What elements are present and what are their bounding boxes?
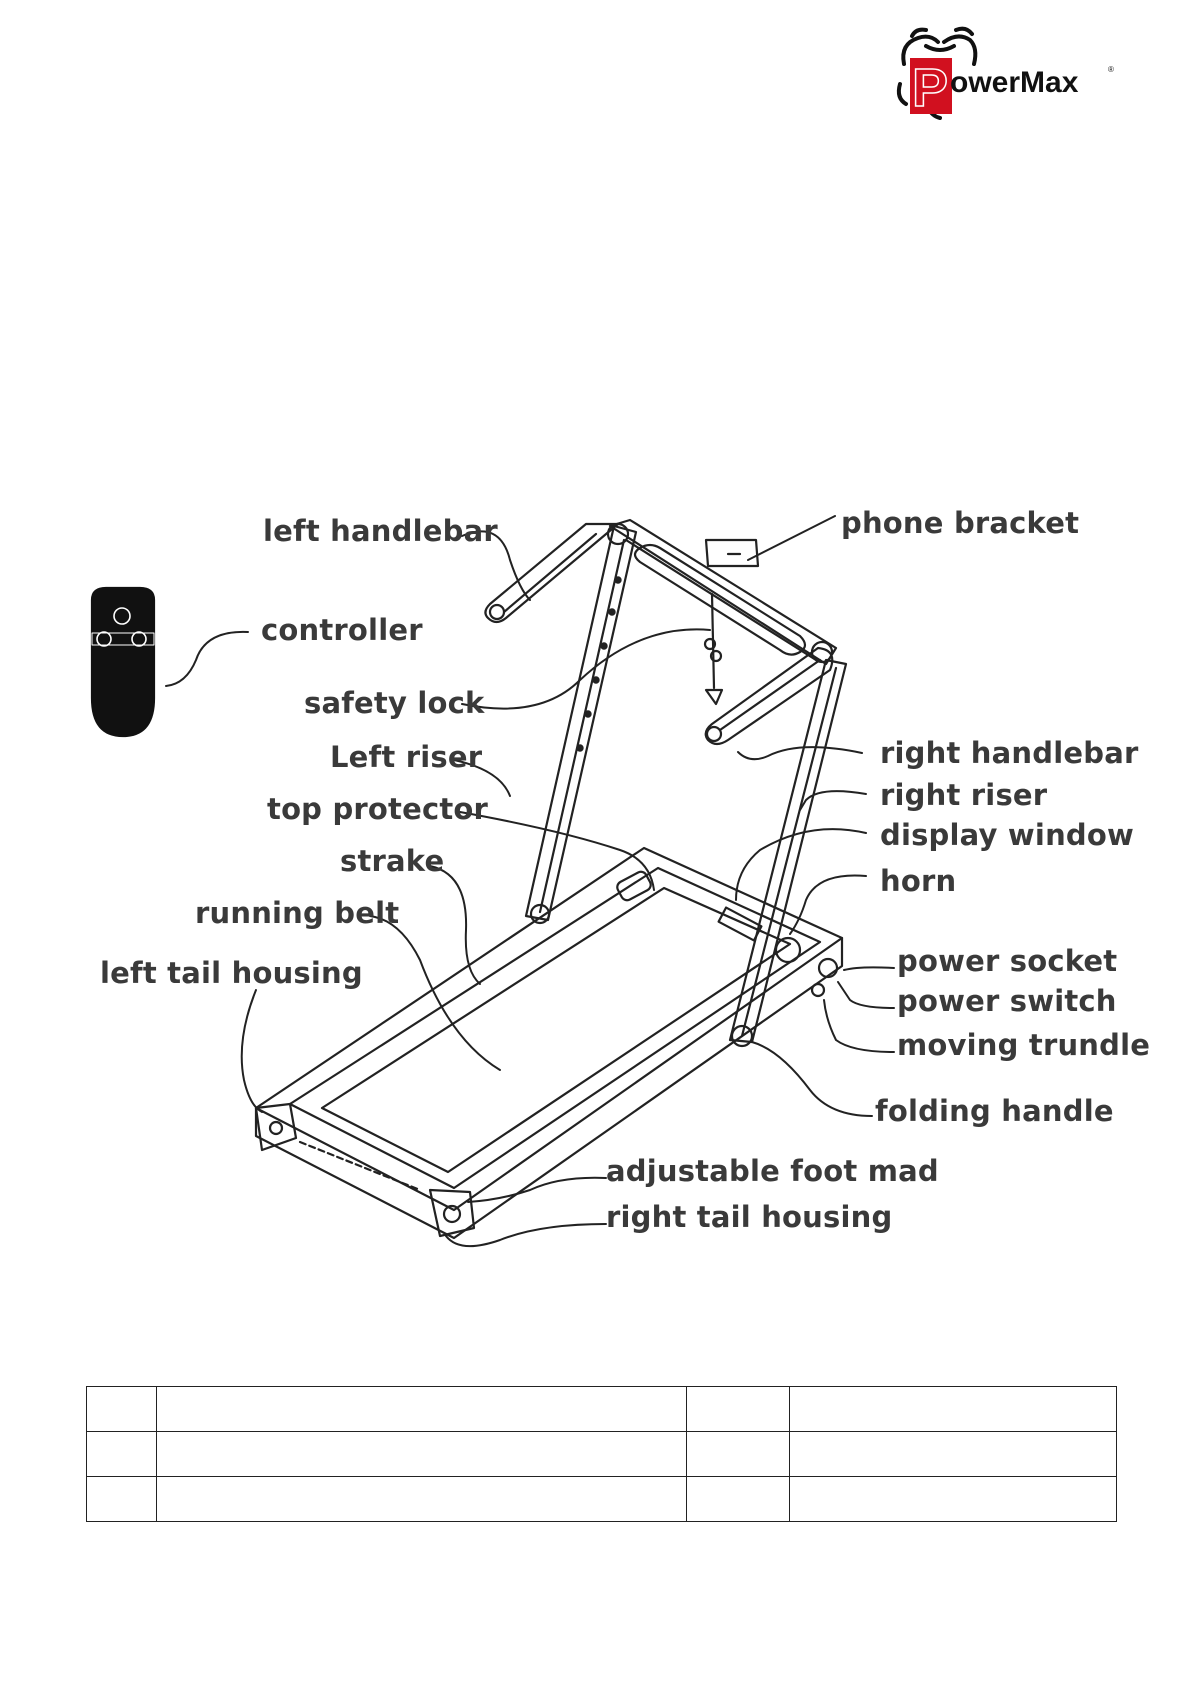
top-protector — [615, 870, 653, 903]
label-display-window: display window — [880, 818, 1134, 852]
table-cell — [87, 1387, 157, 1432]
table-cell — [790, 1387, 1117, 1432]
table-cell — [687, 1432, 790, 1477]
moving-trundle — [812, 984, 824, 996]
label-right-handlebar: right handlebar — [880, 736, 1139, 770]
label-folding-handle: folding handle — [875, 1094, 1114, 1128]
right-handlebar — [706, 648, 833, 744]
table-cell — [687, 1477, 790, 1522]
table-cell — [687, 1387, 790, 1432]
phone-bracket — [706, 540, 758, 566]
label-top-protector: top protector — [267, 792, 489, 826]
left-handlebar — [485, 524, 618, 622]
label-power-switch: power switch — [897, 984, 1117, 1018]
label-right-riser: right riser — [880, 778, 1048, 812]
label-phone-bracket: phone bracket — [841, 506, 1080, 540]
logo-registered-mark: ® — [1108, 65, 1114, 74]
running-belt — [322, 888, 790, 1172]
label-right-tail-housing: right tail housing — [606, 1200, 893, 1234]
parts-table — [86, 1386, 1117, 1522]
label-adjustable-foot-mad: adjustable foot mad — [606, 1154, 939, 1188]
table-cell — [157, 1477, 687, 1522]
right-riser — [730, 660, 846, 1046]
label-left-riser: Left riser — [330, 740, 483, 774]
handle-frame — [608, 520, 836, 664]
label-horn: horn — [880, 864, 957, 898]
table-row — [87, 1432, 1117, 1477]
table-row — [87, 1477, 1117, 1522]
remote-controller — [92, 588, 154, 736]
label-moving-trundle: moving trundle — [897, 1028, 1151, 1062]
table-cell — [87, 1477, 157, 1522]
table-cell — [87, 1432, 157, 1477]
label-strake: strake — [340, 844, 445, 878]
table-cell — [157, 1432, 687, 1477]
table-row — [87, 1387, 1117, 1432]
logo-wordmark: owerMax — [950, 66, 1079, 99]
label-controller: controller — [261, 613, 423, 647]
safety-lock — [705, 594, 722, 704]
table-cell — [790, 1432, 1117, 1477]
label-safety-lock: safety lock — [304, 686, 485, 720]
label-power-socket: power socket — [897, 944, 1118, 978]
label-left-tail-housing: left tail housing — [100, 956, 363, 990]
logo-initial: P — [912, 58, 949, 118]
power-socket — [819, 959, 837, 977]
table-cell — [157, 1387, 687, 1432]
label-left-handlebar: left handlebar — [263, 514, 498, 548]
label-running-belt: running belt — [195, 896, 400, 930]
table-cell — [790, 1477, 1117, 1522]
